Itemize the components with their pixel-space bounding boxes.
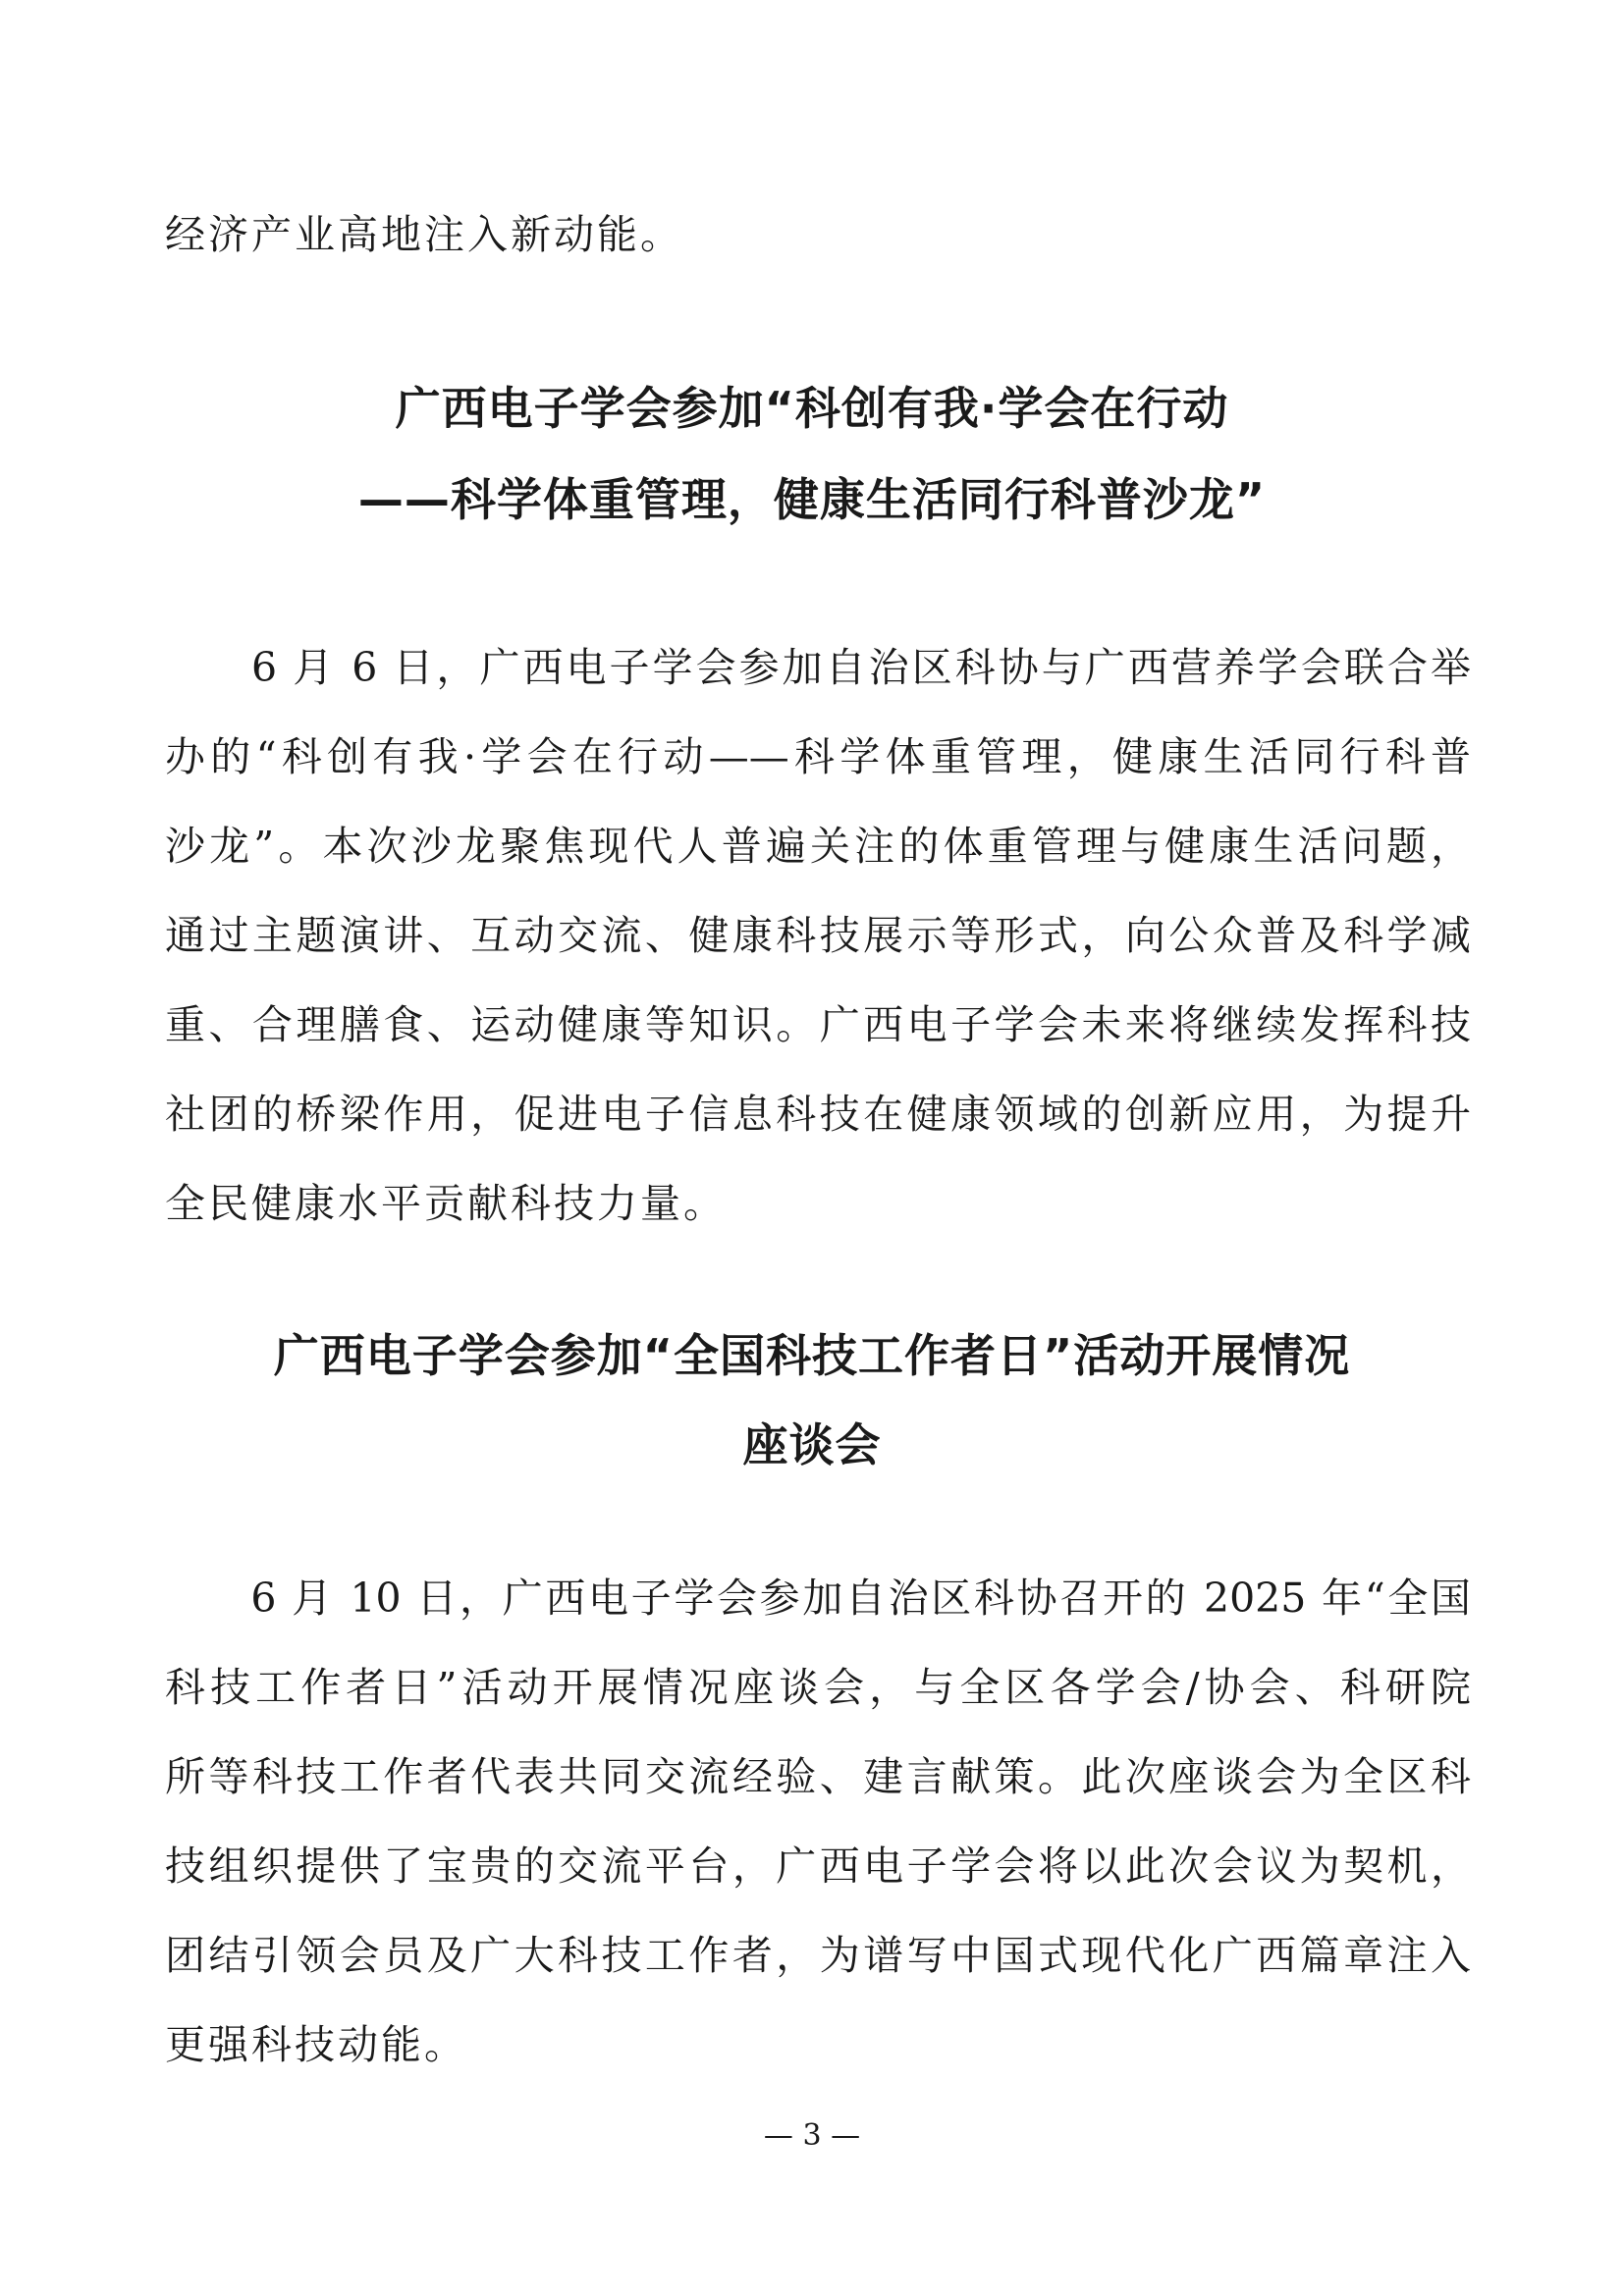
section1-body-line: 全民健康水平贡献科技力量。 xyxy=(165,1180,727,1227)
section2-body-line: 更强科技动能。 xyxy=(165,2021,467,2068)
paragraph-tail-line: 经济产业高地注入新动能。 xyxy=(165,211,683,258)
section1-body-line: 办的“科创有我·学会在行动——科学体重管理，健康生活同行科普 xyxy=(165,733,1471,780)
section1-body-line: 社团的桥梁作用，促进电子信息科技在健康领域的创新应用，为提升 xyxy=(165,1091,1471,1138)
section1-body-line: 重、合理膳食、运动健康等知识。广西电子学会未来将继续发挥科技 xyxy=(165,1001,1471,1048)
section2-body-line: 团结引领会员及广大科技工作者，为谱写中国式现代化广西篇章注入 xyxy=(165,1932,1471,1979)
section1-body-line: 通过主题演讲、互动交流、健康科技展示等形式，向公众普及科学减 xyxy=(165,912,1471,959)
section1-title-line-2: ——科学体重管理，健康生活同行科普沙龙” xyxy=(357,473,1267,526)
section2-body-line: 技组织提供了宝贵的交流平台，广西电子学会将以此次会议为契机， xyxy=(165,1842,1471,1890)
section2-body-line: 6 月 10 日，广西电子学会参加自治区科协召开的 2025 年“全国 xyxy=(165,1575,1471,1622)
section1-body-line: 沙龙”。本次沙龙聚焦现代人普遍关注的体重管理与健康生活问题， xyxy=(165,823,1471,870)
page-number: — 3 — xyxy=(763,2118,861,2153)
section2-title-line-1: 广西电子学会参加“全国科技工作者日”活动开展情况 xyxy=(273,1329,1351,1382)
section1-title-line-1: 广西电子学会参加“科创有我·学会在行动 xyxy=(395,382,1229,435)
section1-body-line: 6 月 6 日，广西电子学会参加自治区科协与广西营养学会联合举 xyxy=(165,644,1471,691)
section2-body-line: 科技工作者日”活动开展情况座谈会，与全区各学会/协会、科研院 xyxy=(165,1664,1471,1711)
section2-title-line-2: 座谈会 xyxy=(742,1418,882,1471)
section2-body-line: 所等科技工作者代表共同交流经验、建言献策。此次座谈会为全区科 xyxy=(165,1753,1471,1800)
